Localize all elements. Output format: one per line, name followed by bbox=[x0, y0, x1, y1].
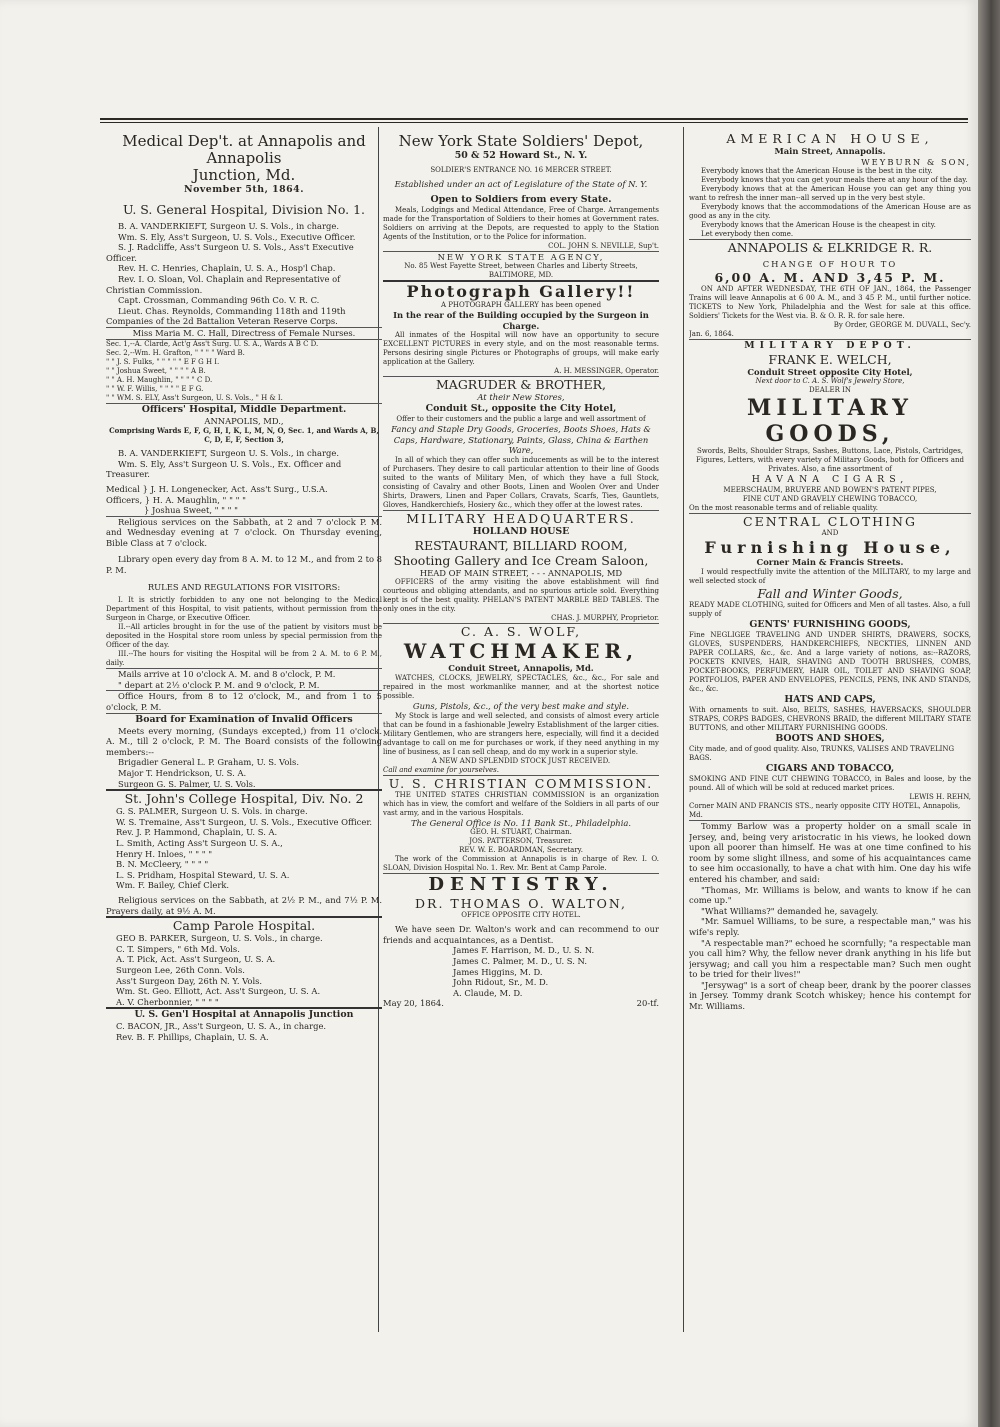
rehn-name: LEWIS H. REHN, bbox=[909, 792, 971, 801]
dentist-ref: John Ridout, Sr., M. D. bbox=[453, 977, 549, 988]
depot-sign: COL. JOHN S. NEVILLE, Sup't. bbox=[548, 241, 659, 250]
american-line: Everybody knows that you can get your meals there at any hour of the day. bbox=[701, 176, 968, 185]
american-line: Everybody knows that at the American House you can get any thing you want to refresh the inner man--all served up in the very best style. bbox=[689, 185, 971, 203]
rehn-corner: Corner MAIN AND FRANCIS STS., nearly opposite CITY HOTEL, Annapolis, Md. bbox=[689, 801, 961, 819]
wolf-street: Conduit Street, Annapolis, Md. bbox=[448, 663, 594, 674]
dentist-ref: James C. Palmer, M. D., U. S. N. bbox=[453, 955, 588, 966]
medical-officer-line: Medical } J. H. Longenecker, Act. Ass't Surg., U.S.A. bbox=[106, 483, 328, 494]
hq-address: HEAD OF MAIN STREET, - - - ANNAPOLIS, MD bbox=[419, 567, 623, 578]
photo-title: Photograph Gallery!! bbox=[406, 282, 636, 302]
division1-title: U. S. General Hospital, Division No. 1. bbox=[122, 202, 366, 217]
junction-staff: C. BACON, JR., Ass't Surgeon, U. S. A., in charge. bbox=[116, 1021, 327, 1032]
agency-text: No. 85 West Fayette Street, between Charles and Liberty Streets, BALTIMORE, MD. bbox=[404, 262, 638, 280]
staff-line: B. A. VANDERKIEFT, Surgeon U. S. Vols., in charge. bbox=[118, 221, 340, 231]
american-line: Let everybody then come. bbox=[701, 230, 794, 239]
wolf-text: WATCHES, CLOCKS, JEWELRY, SPECTACLES, &c., &c., For sale and repaired in the most workmanlike manner, and at the shortest notice possible. bbox=[383, 673, 659, 700]
cc-work: The work of the Commission at Annapolis is in charge of Rev. I. O. SLOAN, Division Hospital No. 1. Rev. Mr. Bent at Camp Parole. bbox=[383, 855, 659, 873]
officers-hospital-sub: ANNAPOLIS, MD., bbox=[204, 415, 284, 426]
magruder-goods: Fancy and Staple Dry Goods, Groceries, Boots Shoes, Hats & Caps, Hardware, Stationary, Paints, Glass, China & Earthen Ware, bbox=[391, 423, 651, 456]
hq-house: HOLLAND HOUSE bbox=[472, 525, 570, 537]
dentist-tag: 20-tf. bbox=[636, 998, 659, 1009]
cc-text: THE UNITED STATES CHRISTIAN COMMISSION is an organization which has in view, the comfort and welfare of the Soldiers in all parts of our vast army, and in the various Hospitals. bbox=[383, 790, 659, 817]
rr-hours: 6,00 A. M. AND 3,45 P. M. bbox=[714, 269, 946, 285]
american-owner: WEYBURN & SON, bbox=[861, 156, 971, 167]
american-line: Everybody knows that the American House is the best in the city. bbox=[701, 167, 933, 176]
section-line: " " Joshua Sweet, " " " " A B. bbox=[106, 366, 206, 375]
depot-address: 50 & 52 Howard St., N. Y. bbox=[454, 150, 588, 161]
boots-title: BOOTS AND SHOES, bbox=[775, 732, 885, 744]
boots-text: City made, and of good quality. Also, TRUNKS, VALISES AND TRAVELING BAGS. bbox=[689, 744, 955, 762]
division1-staff bbox=[106, 221, 382, 327]
board-title: Board for Examination of Invalid Officers bbox=[135, 713, 353, 725]
mails-line: " depart at 2½ o'clock P. M. and 9 o'clock, P. M. bbox=[118, 679, 320, 690]
officers-staff-line: Wm. S. Ely, Ass't Surgeon U. S. Vols., Ex. Officer and Treasurer. bbox=[106, 458, 342, 480]
medical-officer-line: Officers, } H. A. Maughlin, " " " " bbox=[106, 494, 246, 505]
wolf-trade: WATCHMAKER, bbox=[403, 639, 639, 664]
rr-text: ON AND AFTER WEDNESDAY, THE 6TH OF JAN., 1864, the Passenger Trains will leave Annapolis at 6 00 A. M., and 3 45 P. M., until further notice. TICKETS to New York, Philadelphia and the West for sale at this office. Soldiers' Tickets for the West via. B. & O. R. R. for sale here. bbox=[689, 284, 971, 320]
gents-text: Fine NEGLIGEE TRAVELING AND UNDER SHIRTS, DRAWERS, SOCKS, GLOVES, SUSPENDERS, HANDKERCHIEFS, NECKTIES, LINNEN AND PAPER COLLARS, &c., &c. And a large variety of notions, as:--RAZORS, POCKETS KNIVES, HAIR, SHAVING AND TOOTH BRUSHES, COMBS, POCKET-BOOKS, PERFUMERY, HAIR OIL, TOILET AND SHAVING SOAP, PORTFOLIOS, PAPER AND ENVELOPES, PENCILS, PENS, INK AND STANDS, &c., &c. bbox=[689, 630, 971, 693]
magruder-street: Conduit St., opposite the City Hotel, bbox=[425, 402, 617, 414]
american-line: Everybody knows that the American House is the cheapest in city. bbox=[701, 221, 936, 230]
furnishing-house: Furnishing House, bbox=[704, 538, 956, 558]
stjohn-staff: Rev. J. P. Hammond, Chaplain, U. S. A. bbox=[116, 827, 278, 838]
section-line: " " WM. S. ELY, Ass't Surgeon, U. S. Vols., " H & I. bbox=[106, 393, 283, 402]
welch-dealer: DEALER IN bbox=[809, 386, 851, 395]
hats-title: HATS AND CAPS, bbox=[784, 693, 876, 705]
rule-item: III.--The hours for visiting the Hospital will be from 2 A. M. to 6 P. M., daily. bbox=[106, 650, 382, 668]
dentistry-title: DENTISTRY. bbox=[428, 874, 614, 896]
top-rule-thin bbox=[100, 122, 968, 123]
section-line: Sec. 1,--A. Clarde, Act'g Ass't Surg. U. S. A., Wards A B C D. bbox=[106, 339, 319, 348]
depot-title: New York State Soldiers' Depot, bbox=[398, 132, 644, 150]
nurses-line: Miss Maria M. C. Hall, Directress of Female Nurses. bbox=[132, 327, 356, 338]
sections-list bbox=[106, 340, 382, 403]
rule-item: II.--All articles brought in for the use of the patient by visitors must be deposited in the Hospital store room unless by special permission from the Officer of the day. bbox=[106, 623, 382, 650]
stjohn-staff: G. S. PALMER, Surgeon U. S. Vols. in charge. bbox=[116, 806, 308, 817]
welch-street: Conduit Street opposite City Hotel, bbox=[747, 366, 913, 377]
staff-line: Lieut. Chas. Reynolds, Commanding 118th and 119th Companies of the 2d Battalion Veteran Reserve Corps. bbox=[106, 305, 346, 327]
staff-line: Wm. S. Ely, Ass't Surgeon, U. S. Vols., Executive Officer. bbox=[118, 231, 356, 242]
wolf-call: Call and examine for yourselves. bbox=[383, 765, 499, 774]
medical-dept-header: Medical Dep't. at Annapolis and Annapolis bbox=[122, 132, 366, 167]
clothing-corner: Corner Main & Francis Streets. bbox=[756, 557, 904, 568]
staff-line: Capt. Crossman, Commanding 96th Co. V. R. C. bbox=[118, 295, 320, 306]
medical-officer-line: } Joshua Sweet, " " " " bbox=[144, 505, 239, 516]
dentist-ref: James Higgins, M. D. bbox=[453, 966, 543, 977]
welch-terms: On the most reasonable terms and of reliable quality. bbox=[689, 504, 878, 513]
section-line: Sec. 2,--Wm. H. Grafton, " " " " Ward B. bbox=[106, 348, 245, 357]
column-divider-2 bbox=[683, 127, 684, 1332]
hq-restaurant: RESTAURANT, BILLIARD ROOM, bbox=[414, 537, 628, 553]
officers-comprising: Comprising Wards E, F, G, H, I, K, L, M, N, O, Sec. 1, and Wards A, B, C, D, E, F, Section 3, bbox=[109, 426, 379, 445]
top-rule bbox=[100, 118, 968, 120]
mails-line: Mails arrive at 10 o'clock A. M. and 8 o'clock, P. M. bbox=[118, 669, 336, 680]
magruder-sub: At their New Stores, bbox=[477, 392, 565, 403]
junction-title: U. S. Gen'l Hospital at Annapolis Junction bbox=[134, 1009, 354, 1021]
page-binding-edge bbox=[978, 0, 1000, 1427]
cc-officer: GEO. H. STUART, Chairman. bbox=[470, 828, 572, 837]
ready-made: READY MADE CLOTHING, suited for Officers and Men of all tastes. Also, a full supply of bbox=[689, 600, 971, 618]
rule-item: I. It is strictly forbidden to any one not belonging to the Medical Department of this Hospital, to visit patients, without permission from the Surgeon in Charge, or Executive Officer. bbox=[106, 596, 382, 623]
welch-text: Swords, Belts, Shoulder Straps, Sashes, Buttons, Lace, Pistols, Cartridges, Figures, Letters, with every variety of Military Goods, both for Officers and Privates. Also, a fine assortment of bbox=[696, 447, 964, 474]
stjohn-services: Religious services on the Sabbath, at 2½ P. M., and 7½ P. M. Prayers daily, at 9½ A. M. bbox=[106, 894, 382, 916]
depot-text: Meals, Lodgings and Medical Attendance, Free of Charge. Arrangements made for the Transportation of Soldiers to their homes at Government rates. Soldiers on arriving at the Depots, are requested to apply to the Station Agents of the Institution, or to the Police for information. bbox=[383, 205, 659, 241]
board-member: Surgeon G. S. Palmer, U. S. Vols. bbox=[118, 778, 256, 789]
dentist-ref: James F. Harrison, M. D., U. S. N. bbox=[453, 945, 595, 956]
magruder-title: MAGRUDER & BROTHER, bbox=[436, 377, 606, 393]
cigars-title: CIGARS AND TOBACCO, bbox=[765, 762, 895, 774]
junction-header: Junction, Md. bbox=[192, 166, 296, 184]
welch-name: FRANK E. WELCH, bbox=[768, 351, 892, 367]
hq-shooting: Shooting Gallery and Ice Cream Saloon, bbox=[393, 552, 649, 568]
clothing-invite: I would respectfully invite the attention of the MILITARY, to my large and well selected stock of bbox=[689, 567, 971, 585]
dentist-office: OFFICE OPPOSITE CITY HOTEL. bbox=[461, 911, 581, 920]
dentist-date: May 20, 1864. bbox=[383, 998, 444, 1009]
stjohn-staff: Wm. F. Bailey, Chief Clerk. bbox=[116, 880, 230, 891]
hq-text: OFFICERS of the army visiting the above establishment will find courteous and obliging attendants, and no spurious article sold. Everything kept is of the best quality. PHELAN'S PATENT MARBLE BED TABLES. The only ones in the city. bbox=[383, 578, 659, 614]
welch-next: Next door to C. A. S. Wolf's Jewelry Store, bbox=[755, 377, 905, 386]
hats-text: With ornaments to suit. Also, BELTS, SASHES, HAVERSACKS, SHOULDER STRAPS, CORPS BADGES, CHEVRONS BRAID, the different MILITARY STATE BUTTONS, and other MILITARY FURNISHING GOODS. bbox=[689, 705, 971, 732]
hq-title: MILITARY HEADQUARTERS. bbox=[406, 510, 636, 526]
religious-services: Religious services on the Sabbath, at 2 and 7 o'clock P. M. and Wednesday evening at 7 o'clock. On Thursday evening, Bible Class at 7 o'clock. bbox=[106, 516, 382, 548]
story-paragraph: "Thomas, Mr. Williams is below, and wants to know if he can come up." bbox=[689, 884, 971, 906]
dentist-ref: A. Claude, M. D. bbox=[453, 987, 523, 998]
american-street: Main Street, Annapolis. bbox=[774, 146, 886, 156]
cc-title: U. S. CHRISTIAN COMMISSION. bbox=[388, 775, 654, 791]
rr-order: By Order, GEORGE M. DUVALL, Sec'y. bbox=[833, 320, 971, 329]
depot-established: Established under an act of Legislature of the State of N. Y. bbox=[394, 179, 648, 189]
board-member: Brigadier General L. P. Graham, U. S. Vols. bbox=[118, 757, 300, 768]
board-member: Major T. Hendrickson, U. S. A. bbox=[118, 768, 247, 778]
clothing-title: CENTRAL CLOTHING bbox=[743, 514, 917, 530]
depot-open: Open to Soldiers from every State. bbox=[430, 193, 612, 205]
depot-entrance: SOLDIER'S ENTRANCE NO. 16 MERCER STREET. bbox=[430, 166, 612, 174]
section-line: " " W. F. Willis, " " " " E F G. bbox=[106, 384, 204, 393]
rules-title: RULES AND REGULATIONS FOR VISITORS: bbox=[147, 581, 341, 592]
hq-sign: CHAS. J. MURPHY, Proprietor. bbox=[551, 614, 659, 623]
stjohn-staff: L. Smith, Acting Ass't Surgeon U. S. A., bbox=[116, 837, 283, 848]
wolf-title: C. A. S. WOLF, bbox=[460, 624, 582, 640]
junction-staff: Rev. B. F. Phillips, Chaplain, U. S. A. bbox=[116, 1031, 269, 1042]
wolf-new-stock: A NEW AND SPLENDID STOCK JUST RECEIVED. bbox=[431, 756, 611, 765]
rr-date: Jan. 6, 1864. bbox=[689, 329, 734, 338]
office-hours: Office Hours, from 8 to 12 o'clock, M., and from 1 to 5 o'clock, P. M. bbox=[106, 691, 382, 713]
photo-sign: A. H. MESSINGER, Operator. bbox=[554, 367, 659, 376]
stjohn-title: St. John's College Hospital, Div. No. 2 bbox=[124, 791, 364, 807]
story-paragraph: "Jersywag" is a sort of cheap beer, drank by the poorer classes in Jersey. Tommy drank Scotch whiskey; hence his contempt for Mr. Williams. bbox=[689, 979, 971, 1012]
dentist-name: DR. THOMAS O. WALTON, bbox=[415, 896, 627, 912]
american-line: Everybody knows that the accommodations of the American House are as good as any in the city. bbox=[689, 203, 971, 221]
board-text: Meets every morning, (Sundays excepted,) from 11 o'clock. A. M., till 2 o'clock, P. M. The Board consists of the following members:-- bbox=[106, 725, 382, 757]
rr-change: CHANGE OF HOUR TO bbox=[762, 259, 898, 270]
clothing-and: AND bbox=[821, 529, 839, 538]
stjohn-staff: B. N. McCleery, " " " " bbox=[116, 859, 209, 870]
military-goods-heading: MILITARY GOODS, bbox=[747, 395, 913, 448]
cigars-text: SMOKING AND FINE CUT CHEWING TOBACCO, in Bales and loose, by the pound. All of which will be sold at reduced market prices. bbox=[689, 774, 971, 792]
staff-line: Rev. H. C. Henries, Chaplain, U. S. A., Hosp'l Chap. bbox=[118, 263, 336, 274]
library-hours: Library open every day from 8 A. M. to 12 M., and from 2 to 8 P. M. bbox=[106, 554, 382, 576]
parole-staff: Surgeon Lee, 26th Conn. Vols. bbox=[116, 964, 245, 975]
officers-hospital-title: Officers' Hospital, Middle Department. bbox=[141, 403, 347, 415]
gents-title: GENTS' FURNISHING GOODS, bbox=[749, 618, 911, 630]
parole-title: Camp Parole Hospital. bbox=[172, 918, 316, 934]
photo-location: In the rear of the Building occupied by the Surgeon in Charge. bbox=[393, 310, 649, 331]
story-paragraph: Tommy Barlow was a property holder on a small scale in Jersey, and, being very aristocratic in his views, he looked down upon all poorer than himself. He was at one time confined to his room by some slight illness, and some of his acquaintances came to see him occasionally, to have a chat with him. One day his wife entered his chamber, and said: bbox=[689, 820, 971, 884]
military-depot-title: MILITARY DEPOT. bbox=[744, 339, 916, 351]
american-title: AMERICAN HOUSE, bbox=[726, 131, 934, 146]
agency-title: NEW YORK STATE AGENCY, bbox=[437, 251, 605, 262]
stjohn-staff: Henry H. Inloes, " " " " bbox=[116, 848, 213, 859]
stjohn-staff: L. S. Pridham, Hospital Steward, U. S. A. bbox=[116, 869, 290, 880]
officers-staff-line: B. A. VANDERKIEFT, Surgeon U. S. Vols., in charge. bbox=[118, 448, 340, 459]
wolf-text2: My Stock is large and well selected, and consists of almost every article that can be found in a fashionable Jewelry Establishment of the larger cities. Military Gentlemen, who are strangers here, especially, will find it a decided advantage to call on me for purchases or work, if they need anything in my line of business, as I can sell cheap, and do my work in a superior style. bbox=[383, 711, 659, 756]
rr-title: ANNAPOLIS & ELKRIDGE R. R. bbox=[727, 240, 933, 256]
dentist-text: We have seen Dr. Walton's work and can recommend to our friends and acquaintances, as a Dentist. bbox=[383, 924, 659, 945]
parole-staff: A. T. Pick, Act. Ass't Surgeon, U. S. A. bbox=[116, 954, 276, 965]
parole-staff: GEO B. PARKER, Surgeon, U. S. Vols., in charge. bbox=[116, 933, 323, 944]
column-2 bbox=[383, 127, 659, 1332]
cc-officer: JOS. PATTERSON, Treasurer. bbox=[469, 837, 573, 846]
story-paragraph: "Mr. Samuel Williams, to be sure, a respectable man," was his wife's reply. bbox=[689, 916, 971, 937]
cc-officer: REV. W. E. BOARDMAN, Secretary. bbox=[459, 846, 583, 855]
parole-staff: Ass't Surgeon Day, 26th N. Y. Vols. bbox=[116, 975, 263, 986]
parole-staff: A. V. Cherbonnier, " " " " bbox=[116, 996, 219, 1007]
staff-line: S. J. Radcliffe, Ass't Surgeon U. S. Vols., Ass't Executive Officer. bbox=[106, 242, 354, 263]
photo-sub: A PHOTOGRAPH GALLERY has been opened bbox=[440, 301, 602, 310]
section-line: " " A. H. Maughlin, " " " " C D. bbox=[106, 375, 213, 384]
story-paragraph: "A respectable man?" echoed he scornfully; "a respectable man you call him? Why, the fellow never drank anything in his life but jersywag; and call you him a respectable man? Such men ought to be tried for their lives!" bbox=[689, 937, 971, 980]
photo-text: All inmates of the Hospital will now have an opportunity to secure EXCELLENT PICTURES in every style, and on the most reasonable terms. Persons desiring single Pictures or Photographs of groups, will make early application at the Gallery. bbox=[383, 331, 659, 367]
parole-staff: C. T. Simpers, " 6th Md. Vols. bbox=[116, 943, 240, 954]
welch-tobacco: FINE CUT AND GRAVELY CHEWING TOBACCO, bbox=[742, 495, 918, 504]
column-1 bbox=[106, 127, 382, 1332]
staff-line: Rev. I. O. Sloan, Vol. Chaplain and Representative of Christian Commission. bbox=[106, 273, 341, 295]
stjohn-staff: W. S. Tremaine, Ass't Surgeon, U. S. Vols., Executive Officer. bbox=[116, 816, 373, 827]
section-line: " " J. S. Fulks, " " " " " E F G H I. bbox=[106, 357, 220, 366]
fall-winter-goods: Fall and Winter Goods, bbox=[757, 585, 903, 601]
story-paragraph: "What Williams?" demanded he, savagely. bbox=[701, 905, 879, 916]
cc-office: The General Office is No. 11 Bank St., Philadelphia. bbox=[410, 817, 632, 828]
magruder-text: In all of which they can offer such inducements as will be to the interest of Purchasers. They desire to call particular attention to their line of Goods suited to the wants of Military Men, of which they have a full Stock, consisting of Cavalry and other Boots, Linen and Woolen Over and Under Shirts, Drawers, Linen and Paper Collars, Cravats, Scarfs, Ties, Gauntlets, Gloves, Handkerchiefs, Hosiery &c., which they offer at the lowest rates. bbox=[383, 455, 659, 509]
column-3 bbox=[689, 127, 971, 1332]
welch-cigars: HAVANA CIGARS, bbox=[751, 474, 909, 486]
date-line: November 5th, 1864. bbox=[184, 184, 304, 195]
welch-pipes: MEERSCHAUM, BRUYERE AND BOWEN'S PATENT PIPES, bbox=[723, 486, 937, 495]
magruder-offer: Offer to their customers and the public a large and well assortment of bbox=[396, 414, 646, 423]
parole-staff: Wm. St. Geo. Elliott, Act. Ass't Surgeon, U. S. A. bbox=[116, 986, 321, 997]
wolf-guns: Guns, Pistols, &c., of the very best make and style. bbox=[412, 700, 630, 711]
